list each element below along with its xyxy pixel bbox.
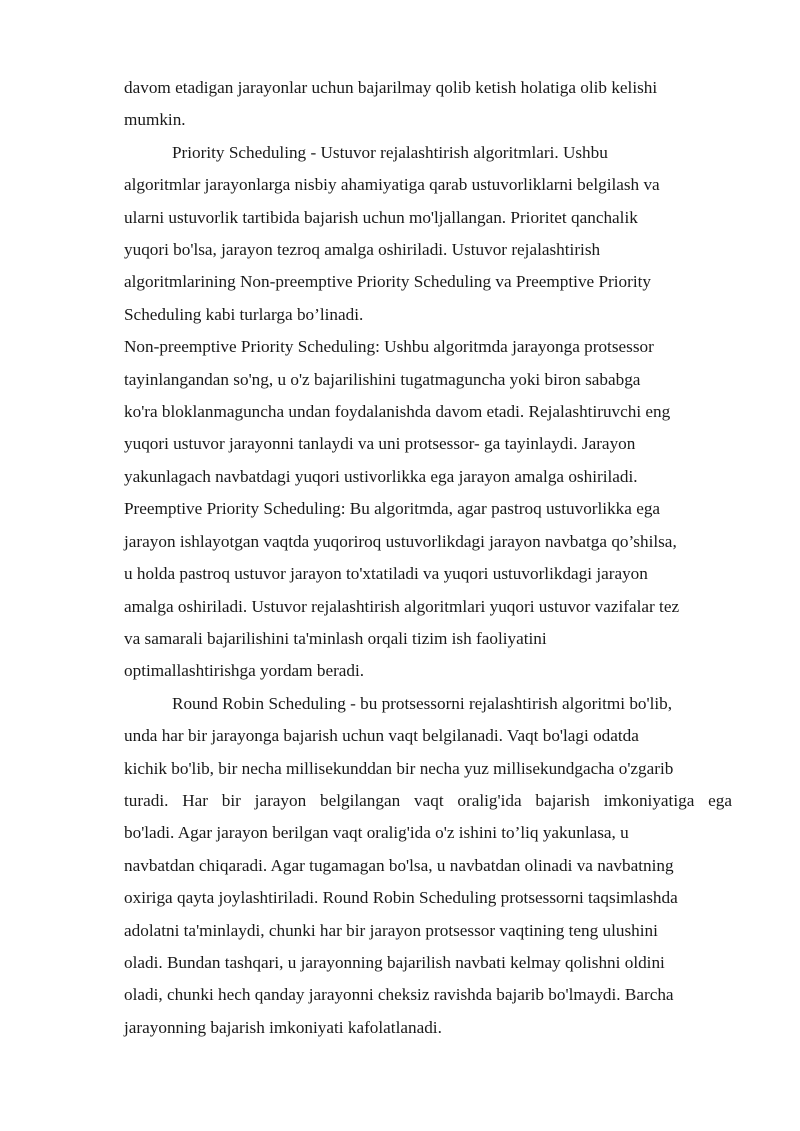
text-line: kichik bo'lib, bir necha millisekunddan bir necha yuz millisekundgacha o'zgarib xyxy=(124,758,674,778)
text-line: optimallashtirishga yordam beradi. xyxy=(124,661,365,681)
text-line: algoritmlar jarayonlarga nisbiy ahamiyatiga qarab ustuvorliklarni belgilash va xyxy=(124,175,660,195)
text-line: Priority Scheduling - Ustuvor rejalashtirish algoritmlari. Ushbu xyxy=(172,142,608,162)
document-page xyxy=(124,72,732,1044)
text-line: va samarali bajarilishini ta'minlash orqali tizim ish faoliyatini xyxy=(124,628,547,648)
text-line: tayinlangandan so'ng, u o'z bajarilishini tugatmaguncha yoki biron sababga xyxy=(124,369,641,389)
text-line: adolatni ta'minlaydi, chunki har bir jarayon protsessor vaqtining teng ulushini xyxy=(124,920,658,940)
text-line: ularni ustuvorlik tartibida bajarish uchun mo'ljallangan. Prioritet qanchalik xyxy=(124,207,638,227)
text-line: u holda pastroq ustuvor jarayon to'xtatiladi va yuqori ustuvorlikdagi jarayon xyxy=(124,564,648,584)
paragraph-round-robin xyxy=(124,688,732,1044)
text-line: amalga oshiriladi. Ustuvor rejalashtirish algoritmlari yuqori ustuvor vazifalar tez xyxy=(124,596,680,616)
text-line: Preemptive Priority Scheduling: Bu algoritmda, agar pastroq ustuvorlikka ega xyxy=(124,499,661,519)
text-line: unda har bir jarayonga bajarish uchun vaqt belgilanadi. Vaqt bo'lagi odatda xyxy=(124,726,639,746)
text-line: algoritmlarining Non-preemptive Priority Scheduling va Preemptive Priority xyxy=(124,272,651,292)
text-line: Round Robin Scheduling - bu protsessorni rejalashtirish algoritmi bo'lib, xyxy=(172,693,673,713)
text-line: ko'ra bloklanmaguncha undan foydalanishda davom etadi. Rejalashtiruvchi eng xyxy=(124,402,671,422)
text-line: navbatdan chiqaradi. Agar tugamagan bo'lsa, u navbatdan olinadi va navbatning xyxy=(124,855,674,875)
text-line: jarayon ishlayotgan vaqtda yuqoriroq ustuvorlikdagi jarayon navbatga qo’shilsa, xyxy=(124,531,677,551)
paragraph-continuation xyxy=(124,72,732,137)
text-line: Non-preemptive Priority Scheduling: Ushbu algoritmda jarayonga protsessor xyxy=(124,337,654,357)
text-line: Scheduling kabi turlarga bo’linadi. xyxy=(124,304,364,324)
paragraph-nonpreemptive xyxy=(124,331,732,493)
paragraph-priority-scheduling xyxy=(124,137,732,331)
text-line: oladi. Bundan tashqari, u jarayonning bajarilish navbati kelmay qolishni oldini xyxy=(124,952,665,972)
text-line: bo'ladi. Agar jarayon berilgan vaqt oralig'ida o'z ishini to’liq yakunlasa, u xyxy=(124,823,629,843)
text-line: jarayonning bajarish imkoniyati kafolatlanadi. xyxy=(124,1017,442,1037)
text-line: davom etadigan jarayonlar uchun bajarilmay qolib ketish holatiga olib kelishi xyxy=(124,78,658,97)
text-line: yuqori ustuvor jarayonni tanlaydi va uni protsessor- ga tayinlaydi. Jarayon xyxy=(124,434,636,454)
text-line: yuqori bo'lsa, jarayon tezroq amalga oshiriladi. Ustuvor rejalashtirish xyxy=(124,240,601,260)
text-line: mumkin. xyxy=(124,110,186,130)
paragraph-preemptive xyxy=(124,493,732,687)
text-line: oladi, chunki hech qanday jarayonni cheksiz ravishda bajarib bo'lmaydi. Barcha xyxy=(124,985,674,1005)
text-line: oxiriga qayta joylashtiriladi. Round Robin Scheduling protsessorni taqsimlashda xyxy=(124,888,678,908)
text-line: turadi. Har bir jarayon belgilangan vaqt oralig'ida bajarish imkoniyatiga ega xyxy=(124,790,732,810)
text-line: yakunlagach navbatdagi yuqori ustivorlikka ega jarayon amalga oshiriladi. xyxy=(124,466,638,486)
